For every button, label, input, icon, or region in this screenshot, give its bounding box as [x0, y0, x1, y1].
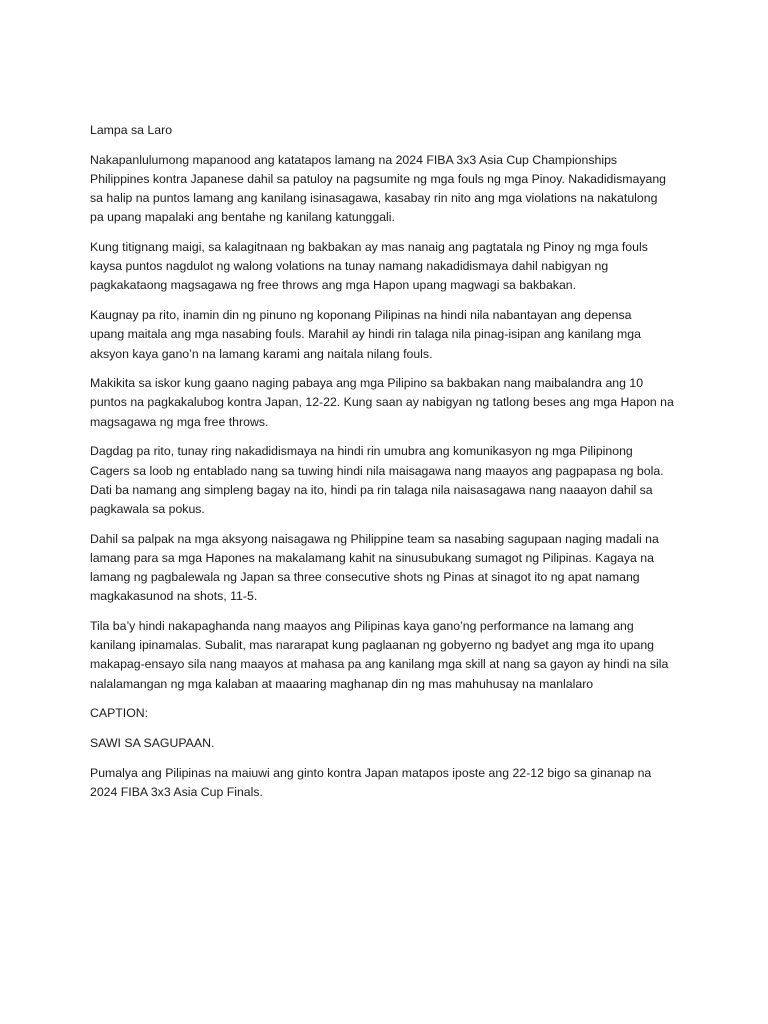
caption-title-text: SAWI SA SAGUPAAN. [90, 735, 215, 750]
paragraph-line: pa upang mapalaki ang bentahe ng kanilang katunggali. [90, 210, 395, 225]
paragraph-line: Cagers sa loob ng entablado nang sa tuwing hindi nila maisagawa nang maayos ang pagpapasa ng bola. [90, 463, 664, 478]
paragraph-line: makapag-ensayo sila nang maayos at mahasa pa ang kanilang mga skill at nang sa gayon ay hindi na sila [90, 657, 669, 672]
paragraph-line: puntos na pagkakalubog kontra Japan, 12-22. Kung saan ay nabigyan ng tatlong beses ang mga Hapon na [90, 395, 674, 410]
paragraph-line: nalalamangan ng mga kalaban at maaaring maghanap din ng mas mahuhusay na manlalaro [90, 676, 594, 691]
document-body [90, 121, 690, 813]
caption-line: 2024 FIBA 3x3 Asia Cup Finals. [90, 784, 263, 799]
paragraph-line: lamang ng pagbalewala ng Japan sa three consecutive shots ng Pinas at sinagot ito ng apat namang [90, 570, 640, 585]
paragraph-line: lamang para sa mga Hapones na makalamang kahit na sinusubukang sumagot ng Pilipinas. Kagaya na [90, 550, 654, 565]
paragraph-line: Dahil sa palpak na mga aksyong naisagawa ng Philippine team sa nasabing sagupaan naging madali na [90, 531, 659, 546]
paragraph-line: pagkawala sa pokus. [90, 501, 205, 516]
caption-text [90, 764, 690, 802]
paragraph-5 [90, 442, 690, 519]
caption-title [90, 734, 690, 753]
paragraph-line: Kung titignang maigi, sa kalagitnaan ng bakbakan ay mas nanaig ang pagtatala ng Pinoy ng mga fouls [90, 240, 648, 255]
paragraph-line: magkakasunod na shots, 11-5. [90, 589, 258, 604]
paragraph-1 [90, 151, 690, 228]
paragraph-line: Dati ba namang ang simpleng bagay na ito, hindi pa rin talaga nila naisasagawa nang naaayon dahil sa [90, 482, 653, 497]
paragraph-line: Philippines kontra Japanese dahil sa patuloy na pagsumite ng mga fouls ng mga Pinoy. Nakadidismayang [90, 171, 667, 186]
paragraph-6 [90, 530, 690, 607]
paragraph-line: kaysa puntos nagdulot ng walong volations na tunay namang nakadidismaya dahil nabigyan ng [90, 259, 609, 274]
title-text: Lampa sa Laro [90, 123, 173, 137]
paragraph-line: kanilang ipinamalas. Subalit, mas nararapat kung paglaanan ng gobyerno ng badyet ang mga ito upang [90, 638, 655, 653]
document-title [90, 121, 690, 140]
caption-line: Pumalya ang Pilipinas na maiuwi ang ginto kontra Japan matapos iposte ang 22-12 bigo sa ginanap na [90, 765, 652, 780]
caption-label-text: CAPTION: [90, 706, 149, 721]
paragraph-line: aksyon kaya gano’n na lamang karami ang naitala nilang fouls. [90, 346, 433, 361]
paragraph-line: Tila ba’y hindi nakapaghanda nang maayos ang Pilipinas kaya gano’ng performance na lamang ang [90, 618, 634, 633]
paragraph-line: sa halip na puntos lamang ang kanilang isinasagawa, kasabay rin nito ang mga violations na nakatulong [90, 191, 658, 206]
paragraph-line: magsagawa ng mga free throws. [90, 414, 269, 429]
paragraph-line: Nakapanlulumong mapanood ang katatapos lamang na 2024 FIBA 3x3 Asia Cup Championships [90, 152, 618, 167]
paragraph-line: Makikita sa iskor kung gaano naging pabaya ang mga Pilipino sa bakbakan nang maibalandra ang 10 [90, 376, 644, 391]
paragraph-2 [90, 238, 690, 296]
paragraph-line: Dagdag pa rito, tunay ring nakadidismaya na hindi rin umubra ang komunikasyon ng mga Pilipinong [90, 444, 633, 459]
paragraph-7 [90, 617, 690, 694]
paragraph-3 [90, 306, 690, 364]
paragraph-line: Kaugnay pa rito, inamin din ng pinuno ng koponang Pilipinas na hindi nila nabantayan ang depensa [90, 308, 632, 323]
paragraph-line: upang maitala ang mga nasabing fouls. Marahil ay hindi rin talaga nila pinag-isipan ang kanilang mga [90, 327, 641, 342]
caption-label [90, 704, 690, 723]
paragraph-4 [90, 374, 690, 432]
paragraph-line: pagkakataong magsagawa ng free throws ang mga Hapon upang magwagi sa bakbakan. [90, 278, 577, 293]
